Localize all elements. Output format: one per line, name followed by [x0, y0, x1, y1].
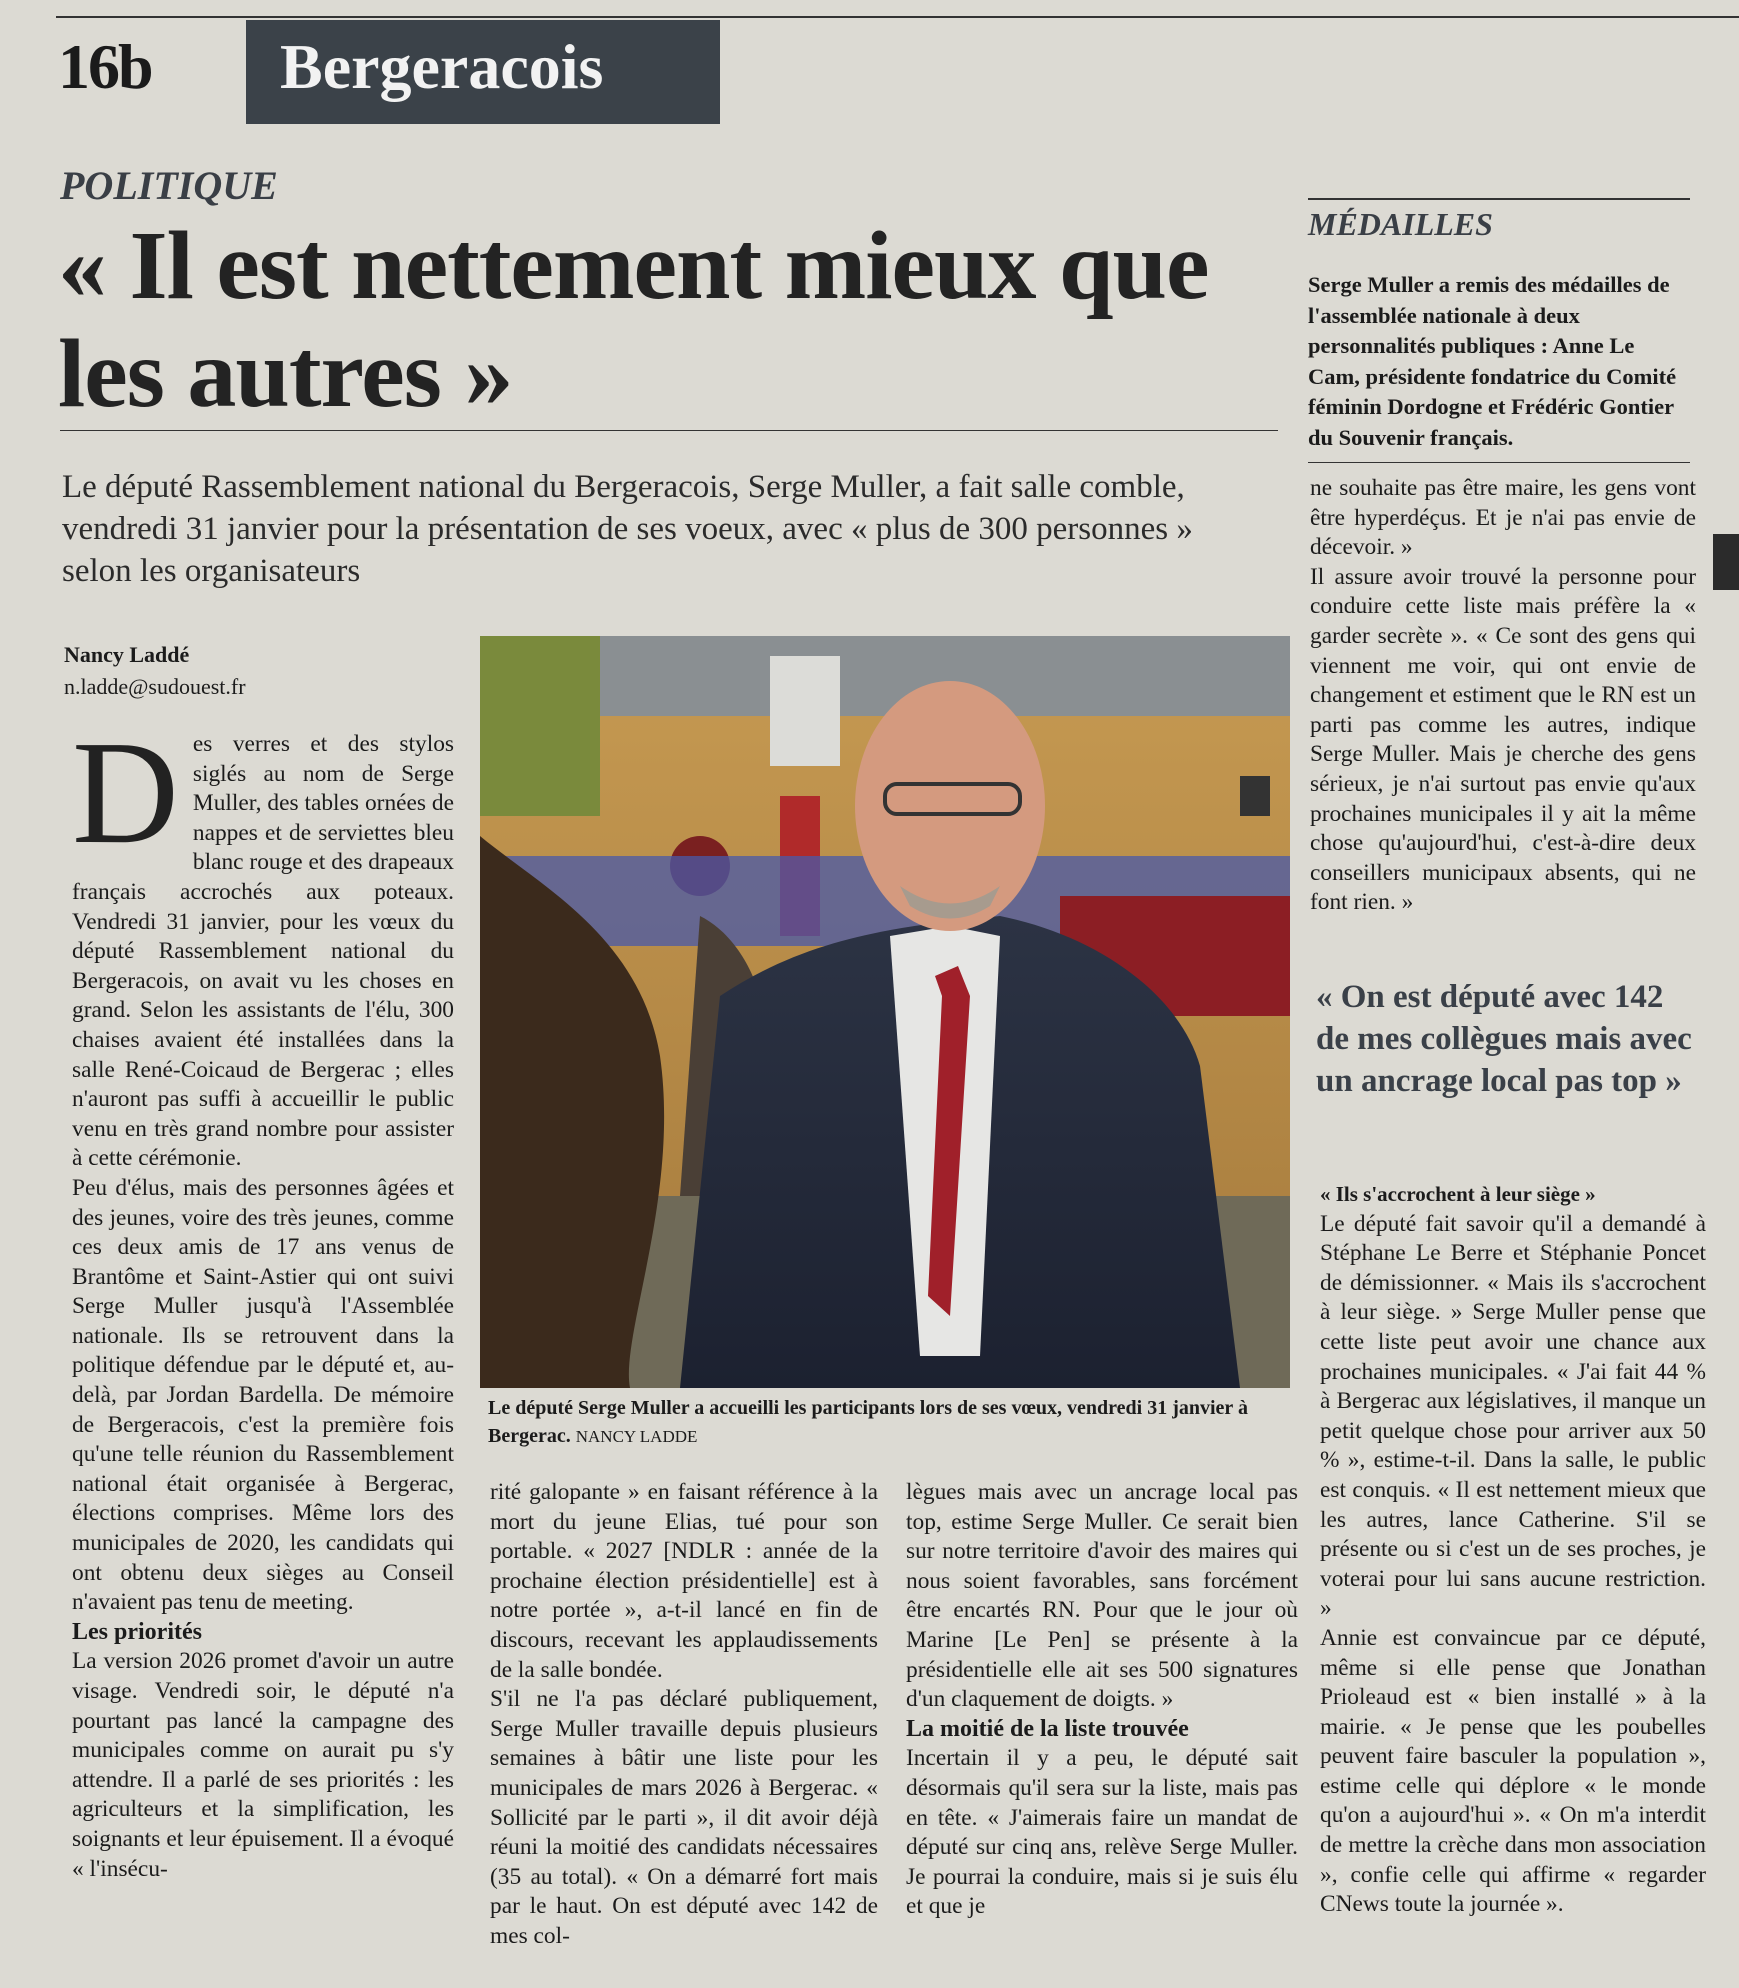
subheading: « Ils s'accrochent à leur siège » — [1320, 1182, 1596, 1206]
paragraph: Il assure avoir trouvé la personne pour conduire cette liste mais préfère la « garder secrète ». « Ce sont des gens qui viennent me voir, qui ont envie de changement et estiment que le RN est un parti pas comme les autres, indique Serge Muller. Mais je cherche des gens sérieux, je n'ai surtout pas envie qu'aux prochaines municipales il y ait la même chose qu'aujourd'hui, c'est-à-dire deux conseillers municipaux absents, qui ne font rien. » — [1310, 563, 1696, 916]
pull-quote: « On est député avec 142 de mes collègues mais avec un ancrage local pas top » — [1316, 979, 1692, 1099]
paragraph: Peu d'élus, mais des personnes âgées et des jeunes, voire des très jeunes, comme ces deux amis de 17 ans venus de Brantôme et Saint-Astier qui ont suivi Serge Muller jusqu'à l'Assemblée nationale. Ils se retrouvent dans la politique défendue par le député et, au-delà, par Jordan Bardella. De mémoire de Bergeracois, c'est la première fois qu'une telle réunion du Rassemblement national était organisée à Bergerac, élections comprises. Même lors des municipales de 2020, les candidats qui ont obtenu deux sièges au Conseil n'avaient pas tenu de meeting. — [72, 1174, 454, 1616]
sidebar-bottom-rule — [1308, 462, 1690, 463]
paragraph: ne souhaite pas être maire, les gens vont être hyperdéçus. Et je n'ai pas envie de décevoir. » — [1310, 475, 1696, 561]
paragraph: La version 2026 promet d'avoir un autre visage. Vendredi soir, le député n'a pourtant pas lancé la campagne des municipales comme on aurait pu s'y attendre. Il a parlé de ses priorités : les agriculteurs et la simplification, les soignants et leur épuisement. Il a évoqué « l'insécu- — [72, 1648, 454, 1882]
author-email: n.ladde@sudouest.fr — [64, 674, 246, 699]
article-photo — [480, 636, 1290, 1388]
page-number: 16b — [58, 31, 152, 102]
paragraph: es verres et des stylos siglés au nom de Serge Muller, des tables ornées de nappes et de serviettes bleu blanc rouge et des drapeaux français accrochés aux poteaux. Vendredi 31 janvier, pour les vœux du député Rassemblement national du Bergeracois, on avait vu les choses en grand. Selon les assistants de l'élu, 300 chaises avaient été installées dans la salle René-Coicaud de Bergerac ; elles n'auront pas suffi à accueillir le public venu en très grand nombre pour assister à cette cérémonie. — [72, 731, 454, 1172]
sidebar-text: Serge Muller a remis des médailles de l'assemblée nationale à deux personnalités publiques : Anne Le Cam, présidente fondatrice du Comité féminin Dordogne et Frédéric Gontier du Souvenir français. — [1308, 272, 1677, 450]
photo-caption — [488, 1394, 1288, 1451]
paragraph: S'il ne l'a pas déclaré publiquement, Serge Muller travaille depuis plusieurs semaines à bâtir une liste pour les municipales de mars 2026 à Bergerac. « Sollicité par le parti », il dit avoir déjà réuni la moitié des candidats nécessaires (35 au total). « On a démarré fort mais par le haut. On est député avec 142 de mes col- — [490, 1686, 878, 1949]
paragraph: Incertain il y a peu, le député sait désormais qu'il sera sur la liste, mais pas en tête. « J'aimerais faire un mandat de député sur cinq ans, relève Serge Muller. Je pourrai la conduire, mais si je suis élu et que je — [906, 1745, 1298, 1920]
paragraph: Le député fait savoir qu'il a demandé à Stéphane Le Berre et Stéphanie Poncet de démissionner. « Mais ils s'accrochent à leur siège. » Serge Muller pense que cette liste peut avoir une chance aux prochaines municipales. « J'ai fait 44 % à Bergerac aux législatives, il manque un petit quelque chose pour arriver aux 50 % », estime-t-il. Dans la salle, le public est conquis. « Il est nettement mieux que les autres, lance Catherine. S'il se présente ou si c'est un de ses proches, je voterai pour lui sans aucune restriction. » — [1320, 1210, 1706, 1622]
sidebar-top-rule — [1308, 198, 1690, 200]
section-title: Bergeracois — [280, 31, 604, 102]
drop-cap: D — [72, 711, 179, 875]
subheading: Les priorités — [72, 1618, 202, 1645]
paragraph: rité galopante » en faisant référence à la mort du jeune Elias, tué pour son portable. « 2027 [NDLR : année de la prochaine élection présidentielle] est à notre portée », a-t-il lancé en fin de discours, recevant les applaudissements de la salle bondée. — [490, 1479, 878, 1683]
subheading: La moitié de la liste trouvée — [906, 1715, 1189, 1742]
article-column-2 — [490, 1478, 878, 1952]
article-column-1 — [72, 711, 454, 1884]
article-kicker: POLITIQUE — [60, 163, 278, 208]
article-column-3 — [906, 1478, 1298, 1922]
article-headline: « Il est nettement mieux que les autres » — [58, 212, 1209, 428]
adjacent-article-fragment — [1713, 534, 1739, 590]
photo-illustration — [480, 636, 1290, 1388]
article-standfirst: Le député Rassemblement national du Bergeracois, Serge Muller, a fait salle comble, vendredi 31 janvier pour la présentation de ses voeux, avec « plus de 300 personnes » selon les organisateurs — [62, 469, 1193, 589]
author-name: Nancy Laddé — [64, 642, 190, 667]
top-rule — [56, 16, 1739, 18]
sidebar-kicker: MÉDAILLES — [1308, 206, 1493, 242]
photo-caption-text: Le député Serge Muller a accueilli les participants lors de ses vœux, vendredi 31 janvier à Bergerac. — [488, 1397, 1248, 1447]
paragraph: lègues mais avec un ancrage local pas top, estime Serge Muller. Ce serait bien sur notre territoire d'avoir des maires qui nous soient favorables, sans forcément être encartés RN. Pour que le jour où Marine [Le Pen] se présente à la présidentielle elle ait ses 500 signatures d'un claquement de doigts. » — [906, 1479, 1298, 1713]
article-column-5 — [1320, 1180, 1706, 1920]
photo-credit: NANCY LADDE — [575, 1427, 698, 1446]
paragraph: Annie est convaincue par ce député, même si elle pense que Jonathan Prioleaud est « bien installé » à la mairie. « Je pense que les poubelles peuvent faire basculer la population », estime celle qui déplore « le monde qu'on a aujourd'hui ». « On m'a interdit de mettre la crèche dans mon association », confie celle qui affirme « regarder CNews toute la journée ». — [1320, 1624, 1706, 1918]
article-column-4 — [1310, 474, 1696, 918]
headline-rule — [60, 430, 1278, 431]
